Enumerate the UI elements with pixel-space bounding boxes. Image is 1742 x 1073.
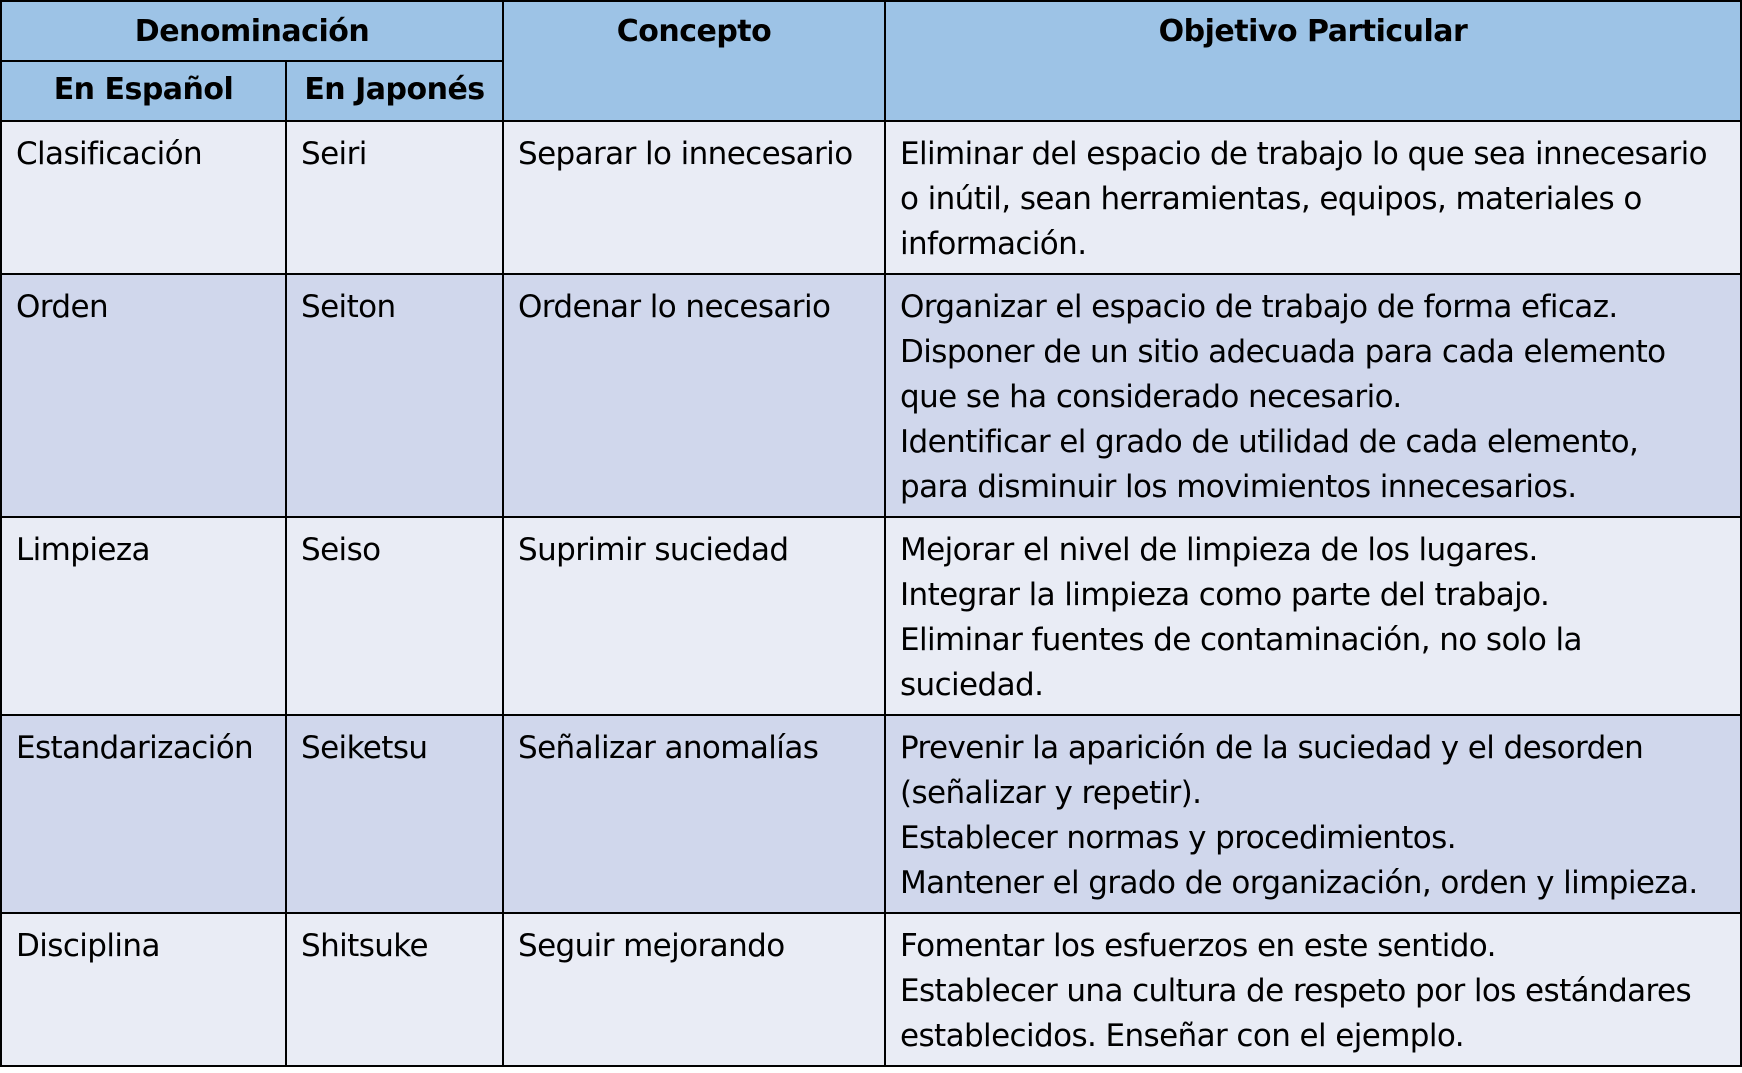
cell-japones: Shitsuke bbox=[286, 913, 503, 1066]
cell-objetivo bbox=[885, 715, 1741, 913]
cell-espanol: Disciplina bbox=[1, 913, 286, 1066]
cell-concepto: Ordenar lo necesario bbox=[503, 274, 885, 517]
cell-objetivo bbox=[885, 913, 1741, 1066]
header-objetivo: Objetivo Particular bbox=[885, 1, 1741, 121]
cell-espanol: Clasificación bbox=[1, 121, 286, 274]
cell-japones: Seiri bbox=[286, 121, 503, 274]
objetivo-line: información. bbox=[900, 226, 1087, 262]
cell-objetivo bbox=[885, 517, 1741, 715]
table-row bbox=[1, 121, 1741, 274]
table-row bbox=[1, 274, 1741, 517]
header-denominacion: Denominación bbox=[1, 1, 503, 61]
cell-objetivo bbox=[885, 121, 1741, 274]
cell-espanol: Limpieza bbox=[1, 517, 286, 715]
objetivo-line: Organizar el espacio de trabajo de forma eficaz. bbox=[900, 289, 1618, 325]
objetivo-line: suciedad. bbox=[900, 667, 1044, 703]
table-row bbox=[1, 715, 1741, 913]
cell-concepto: Separar lo innecesario bbox=[503, 121, 885, 274]
objetivo-line: Establecer una cultura de respeto por los estándares bbox=[900, 973, 1692, 1009]
cell-espanol: Orden bbox=[1, 274, 286, 517]
objetivo-line: (señalizar y repetir). bbox=[900, 775, 1202, 811]
cell-objetivo bbox=[885, 274, 1741, 517]
header-row-top bbox=[1, 1, 1741, 61]
objetivo-line: Identificar el grado de utilidad de cada elemento, bbox=[900, 424, 1639, 460]
objetivo-line: Establecer normas y procedimientos. bbox=[900, 820, 1456, 856]
table-row bbox=[1, 517, 1741, 715]
cell-espanol: Estandarización bbox=[1, 715, 286, 913]
header-concepto: Concepto bbox=[503, 1, 885, 121]
objetivo-line: Eliminar del espacio de trabajo lo que sea innecesario bbox=[900, 136, 1707, 172]
objetivo-line: para disminuir los movimientos innecesarios. bbox=[900, 469, 1577, 505]
table-row bbox=[1, 913, 1741, 1066]
cell-concepto: Seguir mejorando bbox=[503, 913, 885, 1066]
objetivo-line: Integrar la limpieza como parte del trabajo. bbox=[900, 577, 1550, 613]
objetivo-line: Eliminar fuentes de contaminación, no solo la bbox=[900, 622, 1582, 658]
objetivo-line: establecidos. Enseñar con el ejemplo. bbox=[900, 1018, 1464, 1054]
objetivo-line: Fomentar los esfuerzos en este sentido. bbox=[900, 928, 1496, 964]
header-en-espanol: En Español bbox=[1, 61, 286, 121]
objetivo-line: Prevenir la aparición de la suciedad y el desorden bbox=[900, 730, 1644, 766]
objetivo-line: o inútil, sean herramientas, equipos, materiales o bbox=[900, 181, 1642, 217]
objetivo-line: Mantener el grado de organización, orden y limpieza. bbox=[900, 865, 1698, 901]
objetivo-line: Disponer de un sitio adecuada para cada elemento bbox=[900, 334, 1666, 370]
cell-concepto: Señalizar anomalías bbox=[503, 715, 885, 913]
header-en-japones: En Japonés bbox=[286, 61, 503, 121]
cell-japones: Seiso bbox=[286, 517, 503, 715]
objetivo-line: que se ha considerado necesario. bbox=[900, 379, 1402, 415]
objetivo-line: Mejorar el nivel de limpieza de los lugares. bbox=[900, 532, 1538, 568]
cell-japones: Seiton bbox=[286, 274, 503, 517]
cell-japones: Seiketsu bbox=[286, 715, 503, 913]
cell-concepto: Suprimir suciedad bbox=[503, 517, 885, 715]
